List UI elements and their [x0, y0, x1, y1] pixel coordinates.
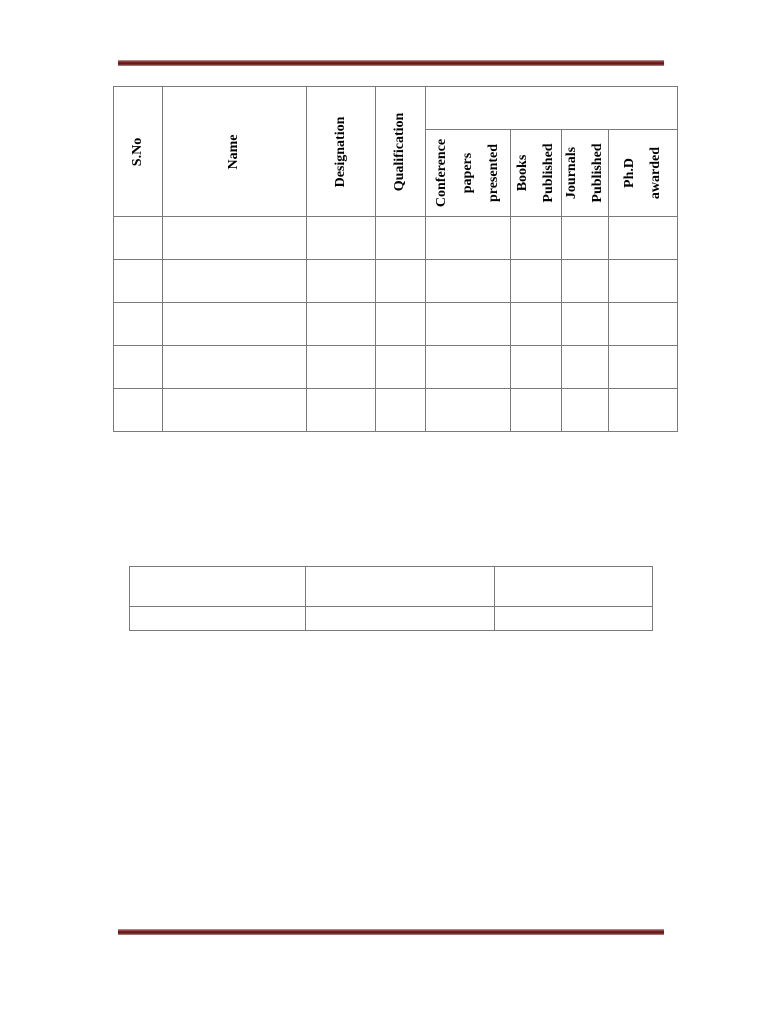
- header-conference-line-3: presented: [486, 143, 502, 203]
- cell: [426, 303, 511, 346]
- table-row: [114, 346, 678, 389]
- cell: [114, 217, 163, 260]
- cell: [114, 346, 163, 389]
- cell: [306, 389, 375, 432]
- summary-table: [129, 566, 653, 631]
- header-conference-line-2: papers: [460, 152, 476, 194]
- cell: [162, 389, 306, 432]
- cell: [609, 260, 678, 303]
- cell: [162, 346, 306, 389]
- header-phd: [617, 147, 669, 199]
- cell: [426, 260, 511, 303]
- table-row: [114, 260, 678, 303]
- table-row: [114, 303, 678, 346]
- header-designation-cell: [306, 87, 375, 217]
- cell: [511, 303, 562, 346]
- header-qualification: Qualification: [392, 112, 408, 191]
- cell: [562, 303, 609, 346]
- cell: [511, 260, 562, 303]
- cell: [511, 217, 562, 260]
- cell: [130, 567, 306, 607]
- cell: [375, 346, 426, 389]
- cell: [306, 346, 375, 389]
- header-journals-line-1: Journals: [564, 146, 580, 200]
- header-conference-cell: [426, 130, 511, 217]
- cell: [375, 217, 426, 260]
- cell: [495, 567, 653, 607]
- cell: [375, 303, 426, 346]
- header-books-line-1: Books: [515, 154, 531, 192]
- cell: [609, 389, 678, 432]
- cell: [562, 260, 609, 303]
- cell: [375, 260, 426, 303]
- cell: [114, 389, 163, 432]
- table-row: [114, 389, 678, 432]
- cell: [426, 389, 511, 432]
- cell: [562, 217, 609, 260]
- cell: [306, 217, 375, 260]
- table-row: [130, 567, 653, 607]
- header-phd-line-2: awarded: [648, 146, 664, 200]
- cell: [511, 346, 562, 389]
- header-name-cell: [162, 87, 306, 217]
- header-designation: Designation: [332, 116, 348, 187]
- header-books-cell: [511, 130, 562, 217]
- table-row: [114, 217, 678, 260]
- cell: [162, 217, 306, 260]
- cell: [162, 260, 306, 303]
- cell: [562, 389, 609, 432]
- cell: [609, 303, 678, 346]
- header-qualification-cell: [375, 87, 426, 217]
- cell: [426, 346, 511, 389]
- cell: [609, 217, 678, 260]
- cell: [162, 303, 306, 346]
- cell: [305, 607, 495, 631]
- cell: [562, 346, 609, 389]
- header-name: Name: [226, 134, 242, 169]
- cell: [495, 607, 653, 631]
- cell: [305, 567, 495, 607]
- cell: [114, 303, 163, 346]
- header-books: [510, 143, 562, 202]
- faculty-table: [113, 86, 678, 432]
- cell: [114, 260, 163, 303]
- cell: [511, 389, 562, 432]
- cell: [306, 260, 375, 303]
- header-sno: S.No: [129, 137, 145, 166]
- cell: [306, 303, 375, 346]
- header-journals: [559, 143, 611, 202]
- header-phd-cell: [609, 130, 678, 217]
- cell: [609, 346, 678, 389]
- header-conference-line-1: Conference: [434, 138, 450, 208]
- table-row: [130, 607, 653, 631]
- cell: [426, 217, 511, 260]
- header-phd-line-1: Ph.D: [622, 158, 638, 188]
- header-group-cell: [426, 87, 678, 130]
- header-journals-line-2: Published: [590, 143, 606, 203]
- header-rule: [118, 60, 664, 66]
- footer-rule: [118, 929, 664, 935]
- cell: [375, 389, 426, 432]
- header-books-line-2: Published: [541, 143, 557, 203]
- cell: [130, 607, 306, 631]
- header-journals-cell: [562, 130, 609, 217]
- header-sno-cell: [114, 87, 163, 217]
- header-conference: [429, 139, 507, 207]
